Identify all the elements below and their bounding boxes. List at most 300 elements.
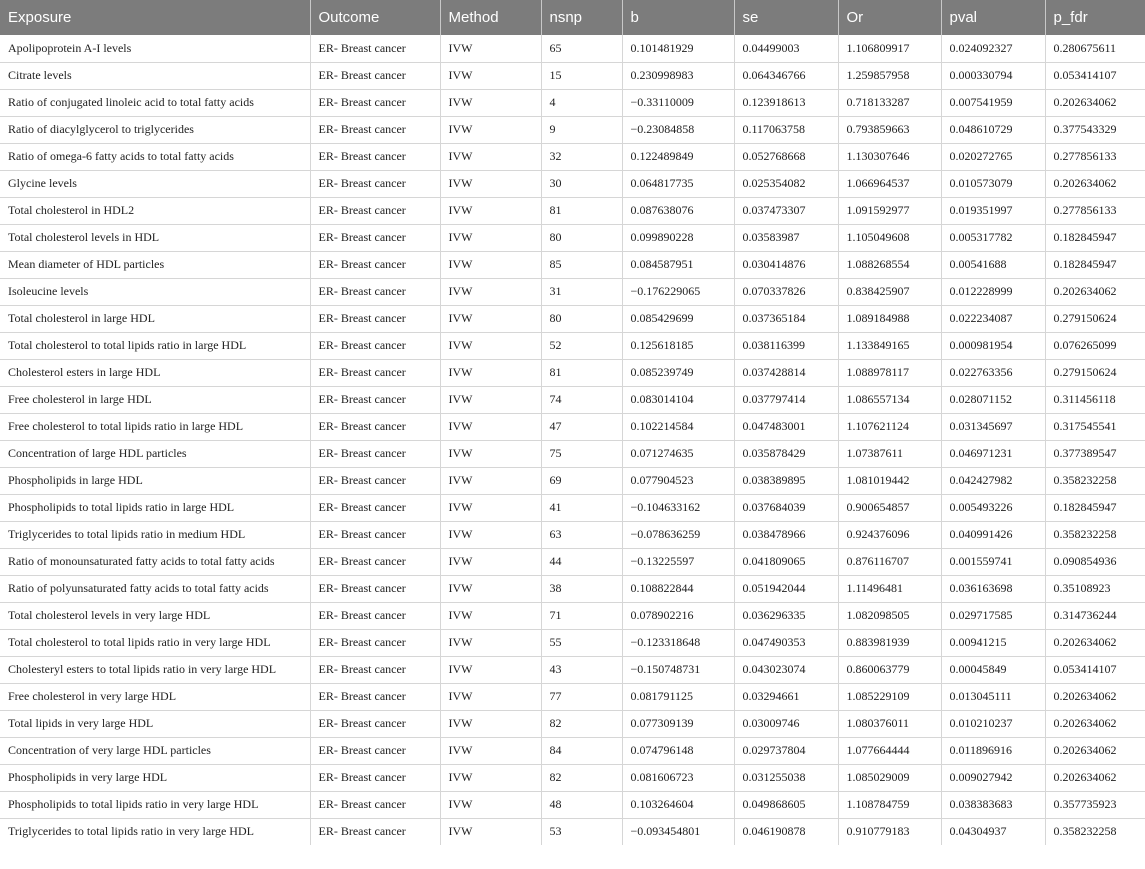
cell-or: 1.105049608	[838, 224, 941, 251]
cell-method: IVW	[440, 251, 541, 278]
cell-exposure: Ratio of omega-6 fatty acids to total fatty acids	[0, 143, 310, 170]
cell-nsnp: 4	[541, 89, 622, 116]
cell-or: 0.924376096	[838, 521, 941, 548]
cell-method: IVW	[440, 521, 541, 548]
cell-se: 0.043023074	[734, 656, 838, 683]
cell-p-fdr: 0.202634062	[1045, 89, 1145, 116]
cell-outcome: ER- Breast cancer	[310, 386, 440, 413]
cell-nsnp: 44	[541, 548, 622, 575]
column-header-pval: pval	[941, 0, 1045, 35]
table-row	[0, 629, 1145, 656]
cell-se: 0.038478966	[734, 521, 838, 548]
cell-method: IVW	[440, 116, 541, 143]
cell-nsnp: 31	[541, 278, 622, 305]
cell-p-fdr: 0.076265099	[1045, 332, 1145, 359]
table-row	[0, 467, 1145, 494]
cell-p-fdr: 0.358232258	[1045, 521, 1145, 548]
cell-p-fdr: 0.202634062	[1045, 737, 1145, 764]
cell-outcome: ER- Breast cancer	[310, 548, 440, 575]
cell-p-fdr: 0.202634062	[1045, 710, 1145, 737]
table-body	[0, 35, 1145, 845]
cell-outcome: ER- Breast cancer	[310, 467, 440, 494]
cell-b: 0.099890228	[622, 224, 734, 251]
table-row	[0, 386, 1145, 413]
cell-outcome: ER- Breast cancer	[310, 305, 440, 332]
table-row	[0, 224, 1145, 251]
cell-method: IVW	[440, 413, 541, 440]
cell-p-fdr: 0.053414107	[1045, 656, 1145, 683]
cell-pval: 0.000330794	[941, 62, 1045, 89]
cell-p-fdr: 0.277856133	[1045, 143, 1145, 170]
cell-b: 0.087638076	[622, 197, 734, 224]
cell-b: 0.108822844	[622, 575, 734, 602]
cell-pval: 0.013045111	[941, 683, 1045, 710]
cell-outcome: ER- Breast cancer	[310, 494, 440, 521]
cell-se: 0.037797414	[734, 386, 838, 413]
cell-method: IVW	[440, 602, 541, 629]
cell-nsnp: 9	[541, 116, 622, 143]
cell-nsnp: 80	[541, 305, 622, 332]
cell-method: IVW	[440, 305, 541, 332]
cell-nsnp: 55	[541, 629, 622, 656]
cell-method: IVW	[440, 386, 541, 413]
cell-outcome: ER- Breast cancer	[310, 332, 440, 359]
cell-pval: 0.04304937	[941, 818, 1045, 845]
column-header-se: se	[734, 0, 838, 35]
cell-method: IVW	[440, 332, 541, 359]
cell-pval: 0.007541959	[941, 89, 1045, 116]
cell-exposure: Total cholesterol levels in HDL	[0, 224, 310, 251]
cell-or: 1.066964537	[838, 170, 941, 197]
cell-or: 0.860063779	[838, 656, 941, 683]
cell-method: IVW	[440, 737, 541, 764]
cell-p-fdr: 0.377389547	[1045, 440, 1145, 467]
column-header-nsnp: nsnp	[541, 0, 622, 35]
cell-p-fdr: 0.182845947	[1045, 494, 1145, 521]
cell-pval: 0.019351997	[941, 197, 1045, 224]
table-row	[0, 710, 1145, 737]
cell-se: 0.117063758	[734, 116, 838, 143]
cell-se: 0.030414876	[734, 251, 838, 278]
cell-se: 0.037365184	[734, 305, 838, 332]
cell-outcome: ER- Breast cancer	[310, 170, 440, 197]
cell-nsnp: 30	[541, 170, 622, 197]
cell-p-fdr: 0.202634062	[1045, 170, 1145, 197]
table-row	[0, 359, 1145, 386]
cell-outcome: ER- Breast cancer	[310, 656, 440, 683]
cell-pval: 0.031345697	[941, 413, 1045, 440]
cell-b: 0.085239749	[622, 359, 734, 386]
cell-or: 1.091592977	[838, 197, 941, 224]
cell-pval: 0.00541688	[941, 251, 1045, 278]
cell-b: 0.122489849	[622, 143, 734, 170]
cell-nsnp: 47	[541, 413, 622, 440]
cell-method: IVW	[440, 359, 541, 386]
table-row	[0, 764, 1145, 791]
cell-nsnp: 38	[541, 575, 622, 602]
cell-method: IVW	[440, 710, 541, 737]
cell-se: 0.051942044	[734, 575, 838, 602]
cell-se: 0.025354082	[734, 170, 838, 197]
cell-method: IVW	[440, 467, 541, 494]
cell-se: 0.037684039	[734, 494, 838, 521]
cell-nsnp: 81	[541, 197, 622, 224]
cell-b: −0.150748731	[622, 656, 734, 683]
cell-method: IVW	[440, 494, 541, 521]
cell-b: 0.084587951	[622, 251, 734, 278]
cell-pval: 0.020272765	[941, 143, 1045, 170]
cell-b: 0.074796148	[622, 737, 734, 764]
cell-outcome: ER- Breast cancer	[310, 683, 440, 710]
cell-exposure: Concentration of large HDL particles	[0, 440, 310, 467]
column-header-exposure: Exposure	[0, 0, 310, 35]
cell-p-fdr: 0.090854936	[1045, 548, 1145, 575]
cell-nsnp: 48	[541, 791, 622, 818]
cell-exposure: Ratio of polyunsaturated fatty acids to total fatty acids	[0, 575, 310, 602]
cell-exposure: Apolipoprotein A-I levels	[0, 35, 310, 62]
cell-p-fdr: 0.182845947	[1045, 224, 1145, 251]
cell-b: −0.093454801	[622, 818, 734, 845]
cell-outcome: ER- Breast cancer	[310, 197, 440, 224]
cell-outcome: ER- Breast cancer	[310, 818, 440, 845]
cell-se: 0.049868605	[734, 791, 838, 818]
cell-se: 0.03009746	[734, 710, 838, 737]
cell-b: −0.104633162	[622, 494, 734, 521]
table-row	[0, 251, 1145, 278]
cell-b: 0.125618185	[622, 332, 734, 359]
cell-exposure: Total cholesterol to total lipids ratio in large HDL	[0, 332, 310, 359]
cell-se: 0.036296335	[734, 602, 838, 629]
cell-method: IVW	[440, 170, 541, 197]
table-row	[0, 170, 1145, 197]
cell-exposure: Ratio of diacylglycerol to triglycerides	[0, 116, 310, 143]
cell-or: 1.07387611	[838, 440, 941, 467]
cell-outcome: ER- Breast cancer	[310, 764, 440, 791]
cell-exposure: Triglycerides to total lipids ratio in very large HDL	[0, 818, 310, 845]
cell-method: IVW	[440, 224, 541, 251]
cell-or: 0.910779183	[838, 818, 941, 845]
cell-nsnp: 85	[541, 251, 622, 278]
cell-pval: 0.040991426	[941, 521, 1045, 548]
cell-p-fdr: 0.311456118	[1045, 386, 1145, 413]
cell-method: IVW	[440, 278, 541, 305]
cell-p-fdr: 0.358232258	[1045, 467, 1145, 494]
table-row	[0, 35, 1145, 62]
cell-se: 0.052768668	[734, 143, 838, 170]
cell-pval: 0.012228999	[941, 278, 1045, 305]
cell-or: 1.088268554	[838, 251, 941, 278]
cell-p-fdr: 0.314736244	[1045, 602, 1145, 629]
cell-pval: 0.011896916	[941, 737, 1045, 764]
cell-se: 0.04499003	[734, 35, 838, 62]
cell-or: 1.082098505	[838, 602, 941, 629]
table-row	[0, 548, 1145, 575]
cell-p-fdr: 0.202634062	[1045, 278, 1145, 305]
cell-outcome: ER- Breast cancer	[310, 62, 440, 89]
column-header-b: b	[622, 0, 734, 35]
cell-outcome: ER- Breast cancer	[310, 35, 440, 62]
cell-or: 0.900654857	[838, 494, 941, 521]
cell-b: 0.077904523	[622, 467, 734, 494]
cell-method: IVW	[440, 62, 541, 89]
cell-or: 0.718133287	[838, 89, 941, 116]
cell-method: IVW	[440, 656, 541, 683]
table-row	[0, 413, 1145, 440]
cell-se: 0.064346766	[734, 62, 838, 89]
cell-se: 0.038389895	[734, 467, 838, 494]
cell-p-fdr: 0.280675611	[1045, 35, 1145, 62]
cell-p-fdr: 0.377543329	[1045, 116, 1145, 143]
table-row	[0, 656, 1145, 683]
cell-b: 0.071274635	[622, 440, 734, 467]
cell-p-fdr: 0.279150624	[1045, 359, 1145, 386]
cell-exposure: Phospholipids in very large HDL	[0, 764, 310, 791]
cell-method: IVW	[440, 197, 541, 224]
cell-b: 0.101481929	[622, 35, 734, 62]
cell-method: IVW	[440, 89, 541, 116]
cell-pval: 0.024092327	[941, 35, 1045, 62]
cell-nsnp: 77	[541, 683, 622, 710]
cell-outcome: ER- Breast cancer	[310, 89, 440, 116]
cell-se: 0.047490353	[734, 629, 838, 656]
cell-exposure: Isoleucine levels	[0, 278, 310, 305]
cell-pval: 0.005493226	[941, 494, 1045, 521]
cell-nsnp: 82	[541, 710, 622, 737]
cell-pval: 0.010573079	[941, 170, 1045, 197]
column-header-or: Or	[838, 0, 941, 35]
cell-nsnp: 43	[541, 656, 622, 683]
cell-b: −0.13225597	[622, 548, 734, 575]
cell-or: 1.088978117	[838, 359, 941, 386]
cell-b: 0.078902216	[622, 602, 734, 629]
cell-nsnp: 81	[541, 359, 622, 386]
cell-p-fdr: 0.053414107	[1045, 62, 1145, 89]
cell-outcome: ER- Breast cancer	[310, 413, 440, 440]
cell-nsnp: 82	[541, 764, 622, 791]
cell-method: IVW	[440, 35, 541, 62]
cell-exposure: Phospholipids to total lipids ratio in large HDL	[0, 494, 310, 521]
cell-b: 0.081606723	[622, 764, 734, 791]
cell-outcome: ER- Breast cancer	[310, 224, 440, 251]
cell-outcome: ER- Breast cancer	[310, 359, 440, 386]
cell-method: IVW	[440, 791, 541, 818]
cell-outcome: ER- Breast cancer	[310, 791, 440, 818]
column-header-method: Method	[440, 0, 541, 35]
cell-b: −0.33110009	[622, 89, 734, 116]
cell-p-fdr: 0.317545541	[1045, 413, 1145, 440]
cell-se: 0.046190878	[734, 818, 838, 845]
cell-pval: 0.022763356	[941, 359, 1045, 386]
cell-outcome: ER- Breast cancer	[310, 629, 440, 656]
header-row	[0, 0, 1145, 35]
cell-se: 0.123918613	[734, 89, 838, 116]
cell-b: −0.176229065	[622, 278, 734, 305]
cell-nsnp: 75	[541, 440, 622, 467]
cell-nsnp: 53	[541, 818, 622, 845]
table-row	[0, 278, 1145, 305]
cell-outcome: ER- Breast cancer	[310, 521, 440, 548]
cell-p-fdr: 0.357735923	[1045, 791, 1145, 818]
cell-method: IVW	[440, 818, 541, 845]
cell-b: 0.083014104	[622, 386, 734, 413]
cell-or: 1.081019442	[838, 467, 941, 494]
cell-pval: 0.029717585	[941, 602, 1045, 629]
cell-outcome: ER- Breast cancer	[310, 143, 440, 170]
cell-outcome: ER- Breast cancer	[310, 278, 440, 305]
column-header-p-fdr: p_fdr	[1045, 0, 1145, 35]
cell-outcome: ER- Breast cancer	[310, 251, 440, 278]
cell-se: 0.03294661	[734, 683, 838, 710]
cell-pval: 0.022234087	[941, 305, 1045, 332]
table-row	[0, 89, 1145, 116]
cell-or: 1.259857958	[838, 62, 941, 89]
cell-se: 0.037473307	[734, 197, 838, 224]
cell-pval: 0.009027942	[941, 764, 1045, 791]
cell-method: IVW	[440, 629, 541, 656]
cell-nsnp: 71	[541, 602, 622, 629]
cell-b: 0.230998983	[622, 62, 734, 89]
cell-exposure: Total lipids in very large HDL	[0, 710, 310, 737]
cell-exposure: Glycine levels	[0, 170, 310, 197]
cell-outcome: ER- Breast cancer	[310, 116, 440, 143]
table-row	[0, 521, 1145, 548]
cell-nsnp: 69	[541, 467, 622, 494]
cell-exposure: Total cholesterol in large HDL	[0, 305, 310, 332]
cell-or: 1.085029009	[838, 764, 941, 791]
cell-method: IVW	[440, 548, 541, 575]
cell-nsnp: 15	[541, 62, 622, 89]
cell-or: 0.838425907	[838, 278, 941, 305]
cell-exposure: Ratio of conjugated linoleic acid to total fatty acids	[0, 89, 310, 116]
cell-nsnp: 65	[541, 35, 622, 62]
cell-nsnp: 32	[541, 143, 622, 170]
table-row	[0, 332, 1145, 359]
cell-exposure: Mean diameter of HDL particles	[0, 251, 310, 278]
cell-pval: 0.046971231	[941, 440, 1045, 467]
table-row	[0, 305, 1145, 332]
cell-method: IVW	[440, 143, 541, 170]
cell-or: 1.107621124	[838, 413, 941, 440]
cell-outcome: ER- Breast cancer	[310, 602, 440, 629]
cell-b: 0.081791125	[622, 683, 734, 710]
cell-p-fdr: 0.358232258	[1053, 824, 1117, 839]
table-row	[0, 575, 1145, 602]
cell-or: 1.085229109	[838, 683, 941, 710]
cell-se: 0.031255038	[734, 764, 838, 791]
cell-or: 0.876116707	[838, 548, 941, 575]
cell-or: 1.11496481	[838, 575, 941, 602]
cell-b: 0.085429699	[622, 305, 734, 332]
cell-or: 0.793859663	[838, 116, 941, 143]
cell-nsnp: 52	[541, 332, 622, 359]
cell-exposure: Free cholesterol to total lipids ratio in large HDL	[0, 413, 310, 440]
cell-exposure: Ratio of monounsaturated fatty acids to total fatty acids	[0, 548, 310, 575]
cell-pval: 0.042427982	[941, 467, 1045, 494]
cell-method: IVW	[440, 764, 541, 791]
cell-p-fdr: 0.277856133	[1045, 197, 1145, 224]
cell-pval: 0.038383683	[941, 791, 1045, 818]
cell-exposure: Cholesteryl esters to total lipids ratio in very large HDL	[0, 656, 310, 683]
cell-method: IVW	[440, 683, 541, 710]
cell-pval: 0.048610729	[941, 116, 1045, 143]
cell-nsnp: 80	[541, 224, 622, 251]
cell-b: 0.103264604	[622, 791, 734, 818]
cell-p-fdr: 0.35108923	[1045, 575, 1145, 602]
cell-method: IVW	[440, 575, 541, 602]
table-row	[0, 197, 1145, 224]
cell-outcome: ER- Breast cancer	[310, 575, 440, 602]
cell-nsnp: 63	[541, 521, 622, 548]
cell-pval: 0.005317782	[941, 224, 1045, 251]
cell-exposure: Cholesterol esters in large HDL	[0, 359, 310, 386]
cell-p-fdr: 0.182845947	[1045, 251, 1145, 278]
cell-or: 1.106809917	[838, 35, 941, 62]
cell-b: −0.23084858	[622, 116, 734, 143]
cell-pval: 0.010210237	[941, 710, 1045, 737]
cell-outcome: ER- Breast cancer	[310, 737, 440, 764]
cell-b: −0.078636259	[622, 521, 734, 548]
cell-or: 1.133849165	[838, 332, 941, 359]
cell-exposure: Total cholesterol levels in very large HDL	[0, 602, 310, 629]
cell-or: 0.883981939	[838, 629, 941, 656]
cell-or: 1.080376011	[838, 710, 941, 737]
cell-se: 0.038116399	[734, 332, 838, 359]
cell-exposure: Phospholipids to total lipids ratio in very large HDL	[0, 791, 310, 818]
cell-pval: 0.000981954	[941, 332, 1045, 359]
cell-exposure: Concentration of very large HDL particles	[0, 737, 310, 764]
cell-se: 0.037428814	[734, 359, 838, 386]
cell-exposure: Total cholesterol in HDL2	[0, 197, 310, 224]
table-header	[0, 0, 1145, 35]
table-row	[0, 602, 1145, 629]
cell-pval: 0.028071152	[941, 386, 1045, 413]
table-row	[0, 683, 1145, 710]
cell-nsnp: 41	[541, 494, 622, 521]
cell-nsnp: 74	[541, 386, 622, 413]
cell-pval: 0.036163698	[941, 575, 1045, 602]
cell-outcome: ER- Breast cancer	[310, 710, 440, 737]
cell-or: 1.077664444	[838, 737, 941, 764]
cell-b: 0.064817735	[622, 170, 734, 197]
cell-nsnp: 84	[541, 737, 622, 764]
table-row	[0, 818, 1145, 845]
cell-p-fdr: 0.202634062	[1045, 764, 1145, 791]
table-row	[0, 143, 1145, 170]
cell-exposure: Triglycerides to total lipids ratio in medium HDL	[0, 521, 310, 548]
table-row	[0, 116, 1145, 143]
cell-se: 0.035878429	[734, 440, 838, 467]
cell-outcome: ER- Breast cancer	[310, 440, 440, 467]
cell-or: 1.089184988	[838, 305, 941, 332]
cell-exposure: Total cholesterol to total lipids ratio in very large HDL	[0, 629, 310, 656]
cell-se: 0.047483001	[734, 413, 838, 440]
table-row	[0, 791, 1145, 818]
table-row	[0, 737, 1145, 764]
table-row	[0, 62, 1145, 89]
table-row	[0, 494, 1145, 521]
cell-pval: 0.00941215	[941, 629, 1045, 656]
cell-or: 1.086557134	[838, 386, 941, 413]
column-header-outcome: Outcome	[310, 0, 440, 35]
cell-or: 1.108784759	[838, 791, 941, 818]
cell-se: 0.070337826	[734, 278, 838, 305]
cell-pval: 0.001559741	[941, 548, 1045, 575]
cell-b: 0.077309139	[622, 710, 734, 737]
table-row	[0, 440, 1145, 467]
cell-exposure: Phospholipids in large HDL	[0, 467, 310, 494]
cell-exposure: Citrate levels	[0, 62, 310, 89]
cell-exposure: Free cholesterol in very large HDL	[0, 683, 310, 710]
